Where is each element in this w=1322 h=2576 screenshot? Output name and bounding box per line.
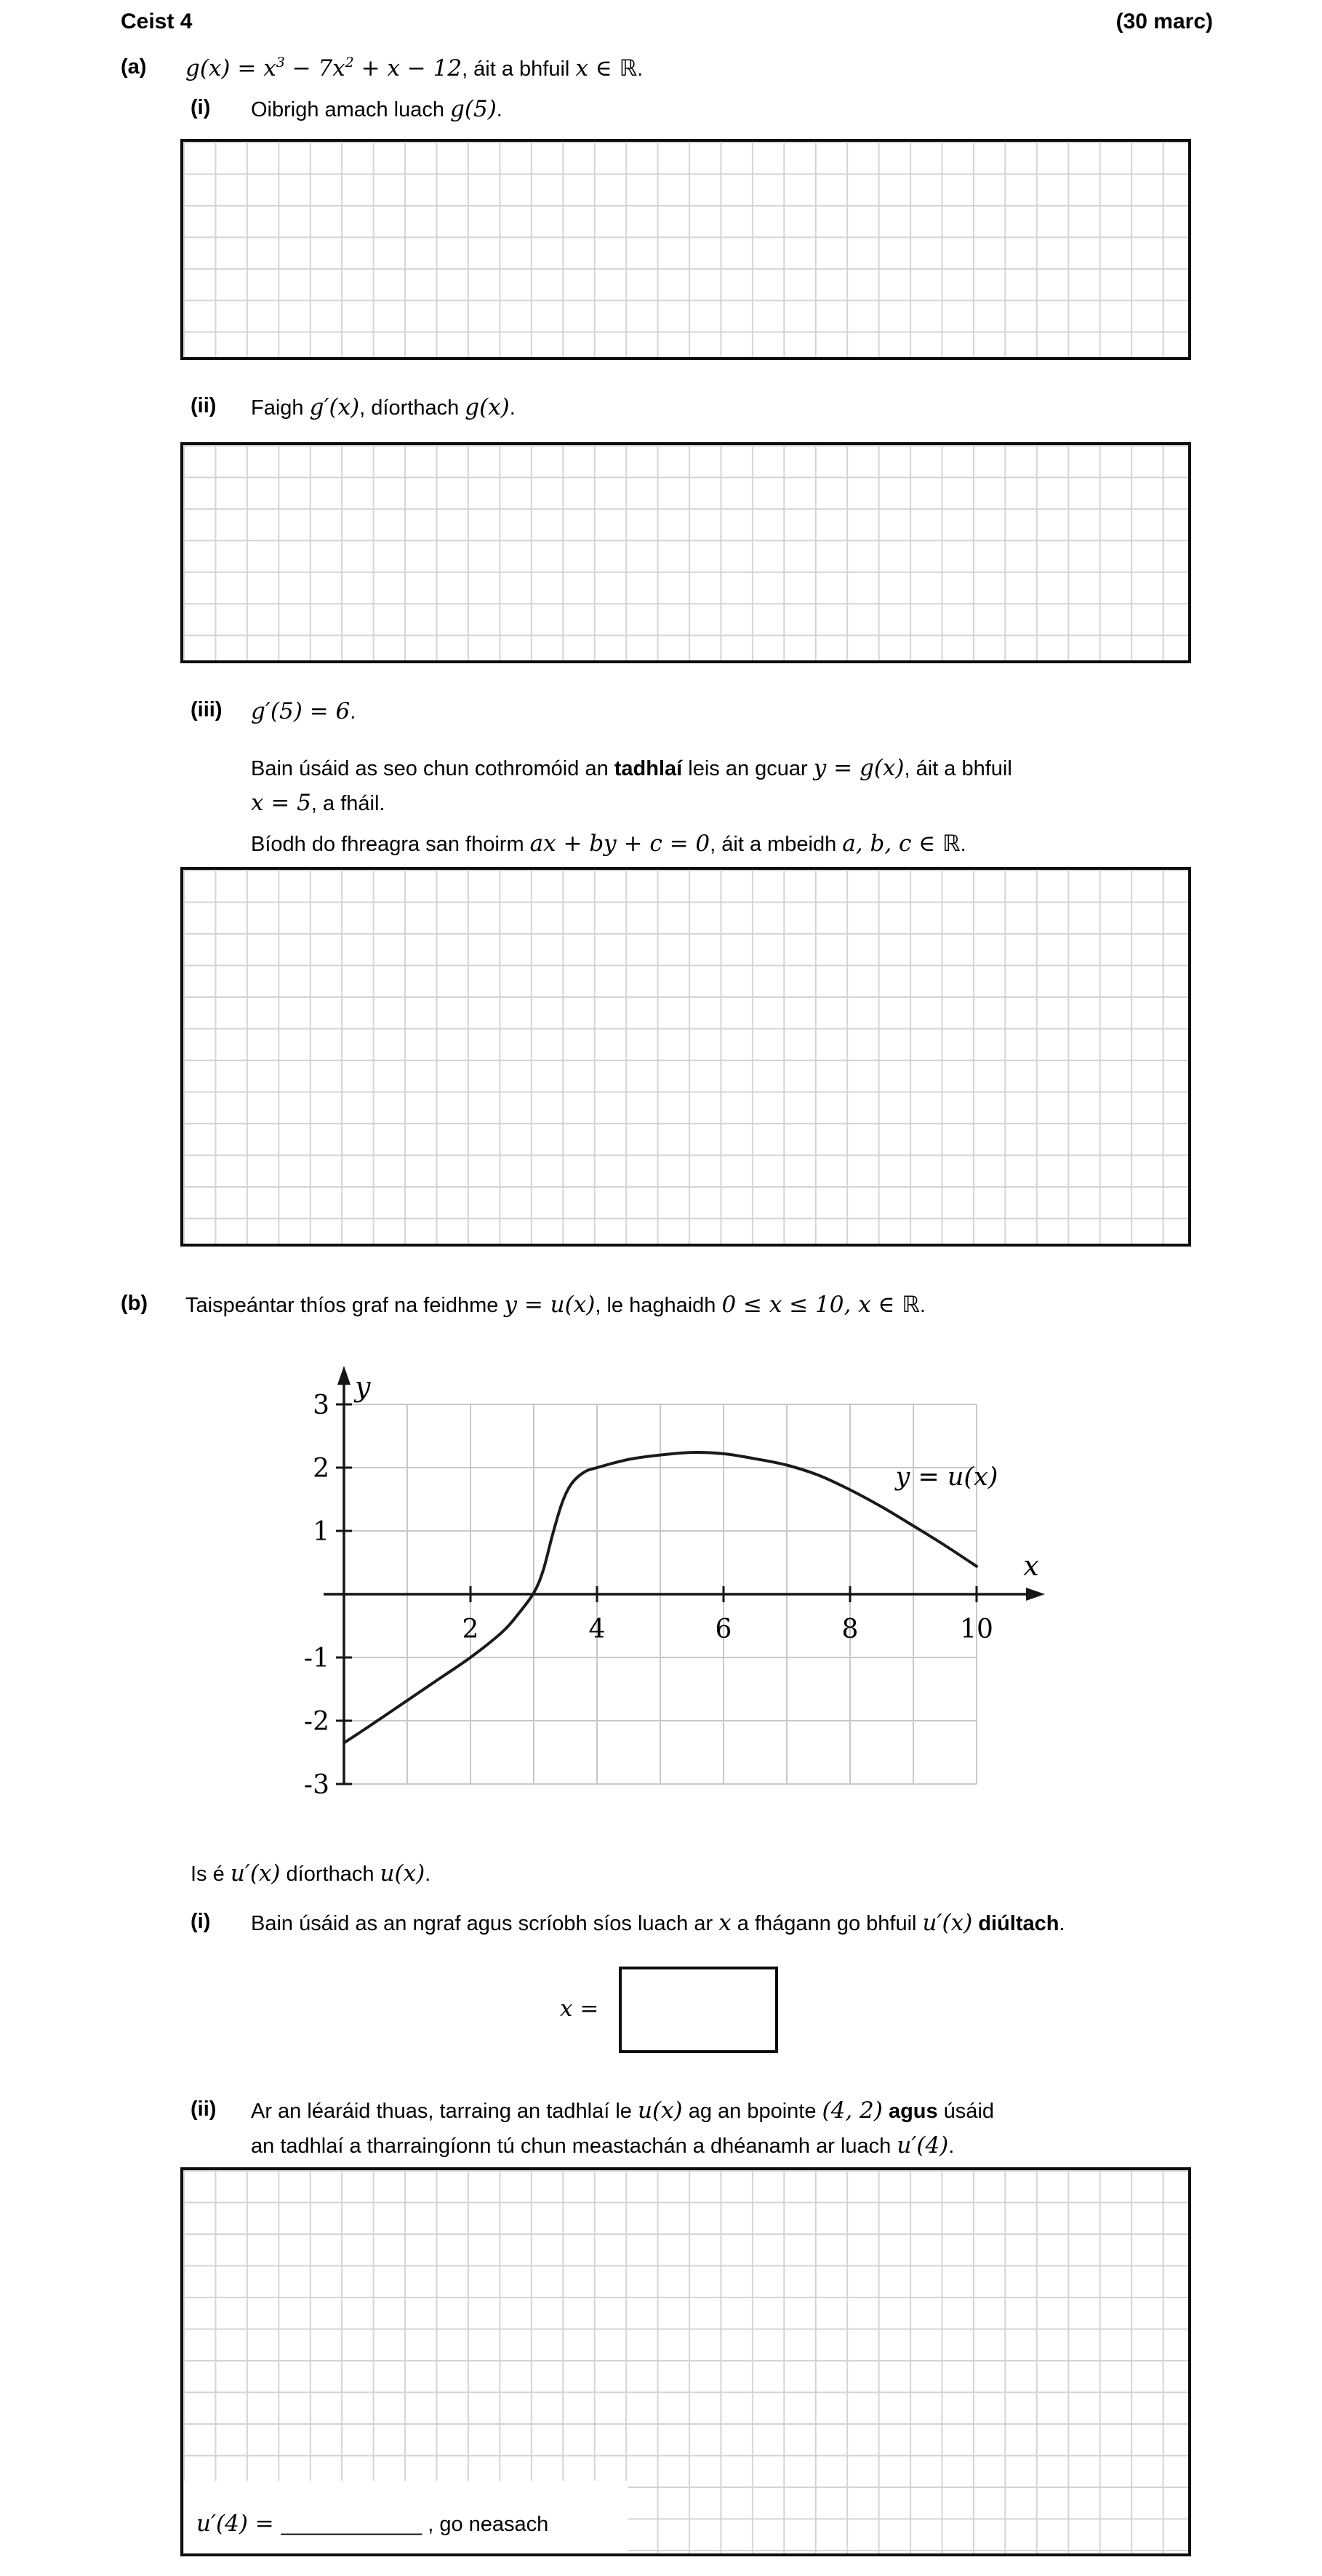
svg-text:1: 1 xyxy=(313,1517,329,1547)
axes xyxy=(324,1376,1027,1784)
svg-text:-2: -2 xyxy=(303,1707,329,1737)
svg-text:8: 8 xyxy=(841,1615,859,1644)
answer-grid-a-ii[interactable] xyxy=(180,442,1191,663)
part-a-item-iii-line1: Bain úsáid as seo chun cothromóid an tadhlaí leis an gcuar y = g(x), áit a bhfuil xyxy=(251,755,1012,781)
part-a-intro: $g(x) = x^3 - 7x^2 + x - 12$, áit a bhfuil x ∈ ℝ. xyxy=(185,55,644,81)
svg-text:2: 2 xyxy=(313,1454,329,1484)
part-b-item-i-label: (i) xyxy=(191,1910,211,1933)
x-axis-label: x xyxy=(1023,1550,1039,1582)
part-a-item-iii-eq: g′(5) = 6. xyxy=(251,698,356,724)
svg-text:-3: -3 xyxy=(303,1770,329,1800)
svg-text:10: 10 xyxy=(960,1615,993,1644)
part-a-item-ii-text: Faigh g′(x), díorthach g(x). xyxy=(251,394,516,420)
part-a-label: (a) xyxy=(121,55,147,79)
answer-line-u4[interactable]: u′(4) = ____________ , go neasach xyxy=(196,2511,549,2537)
x-equals-label: x = xyxy=(560,1996,599,2022)
svg-text:2: 2 xyxy=(462,1615,479,1644)
svg-text:6: 6 xyxy=(715,1615,732,1644)
answer-box-b-i[interactable] xyxy=(619,1967,778,2053)
svg-text:-1: -1 xyxy=(303,1644,329,1673)
part-a-item-iii-line3: Bíodh do fhreagra san fhoirm ax + by + c = 0, áit a mbeidh a, b, c ∈ ℝ. xyxy=(251,831,966,857)
y-axis-label: y xyxy=(355,1371,371,1403)
part-a-item-i-text: Oibrigh amach luach g(5). xyxy=(251,96,502,122)
svg-text:4: 4 xyxy=(588,1615,606,1644)
part-b-intro: Taispeántar thíos graf na feidhme y = u(x), le haghaidh 0 ≤ x ≤ 10, x ∈ ℝ. xyxy=(185,1292,926,1318)
function-graph-canvas[interactable] xyxy=(298,1360,1091,1825)
answer-grid-a-iii[interactable] xyxy=(180,867,1191,1247)
part-a-item-iii-label: (iii) xyxy=(191,698,223,721)
svg-text:3: 3 xyxy=(313,1391,329,1420)
y-axis-arrow xyxy=(337,1366,350,1385)
part-b-item-ii-line1: Ar an léaráid thuas, tarraing an tadhlaí le u(x) ag an bpointe (4, 2) agus úsáid xyxy=(251,2097,995,2124)
x-axis-arrow xyxy=(1026,1588,1045,1601)
question-title: Ceist 4 xyxy=(121,9,193,33)
part-b-label: (b) xyxy=(121,1292,148,1315)
curve-label: y = u(x) xyxy=(895,1463,998,1492)
question-marks: (30 marc) xyxy=(1115,9,1213,33)
part-a-item-i-label: (i) xyxy=(191,96,211,119)
part-a-item-iii-line2: x = 5, a fháil. xyxy=(251,790,385,816)
part-a-item-ii-label: (ii) xyxy=(191,394,217,417)
part-b-item-ii-line2: an tadhlaí a tharraingíonn tú chun meastachán a dhéanamh ar luach u′(4). xyxy=(251,2132,955,2159)
part-b-item-ii-label: (ii) xyxy=(191,2097,217,2121)
answer-grid-a-i[interactable] xyxy=(180,139,1191,360)
part-b-item-i-text: Bain úsáid as an ngraf agus scríobh síos luach ar x a fhágann go bhfuil u′(x) diúltach. xyxy=(251,1910,1065,1936)
part-b-deriv-line: Is é u′(x) díorthach u(x). xyxy=(191,1860,431,1887)
